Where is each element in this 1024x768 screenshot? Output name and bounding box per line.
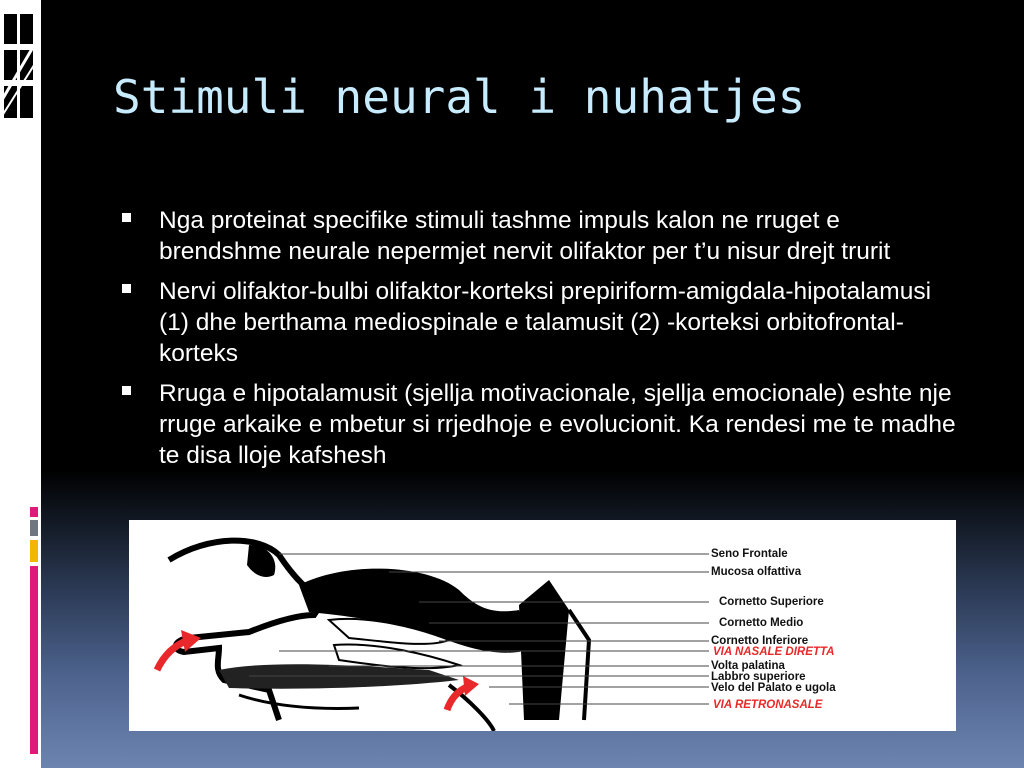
figure-label: Cornetto Medio bbox=[719, 617, 804, 629]
square-bullet-icon bbox=[122, 386, 131, 395]
bullet-item bbox=[122, 378, 962, 471]
nasal-anatomy-figure bbox=[129, 520, 956, 731]
bullet-text: Rruga e hipotalamusit (sjellja motivacionale, sjellja emocionale) eshte nje rruge arkaike e mbetur si rrjedhoje e evolucionit. Ka rendesi me te madhe te disa lloje kafshesh bbox=[159, 380, 956, 469]
bullet-item bbox=[122, 205, 962, 267]
figure-label: Labbro superiore bbox=[711, 671, 806, 683]
figure-label: Cornetto Superiore bbox=[719, 596, 824, 608]
figure-label-emphasis: VIA NASALE DIRETTA bbox=[713, 646, 835, 658]
accent-bar-yellow bbox=[30, 540, 38, 562]
window-pane-decor-icon bbox=[2, 12, 36, 122]
bullet-list bbox=[122, 205, 962, 480]
figure-label: Volta palatina bbox=[711, 660, 785, 672]
left-decor-strip bbox=[0, 0, 41, 768]
bullet-text: Nervi olifaktor-bulbi olifaktor-korteksi prepiriform-amigdala-hipotalamusi (1) dhe berthama mediospinale e talamusit (2) -korteksi orbitofrontal-korteks bbox=[159, 278, 932, 367]
bullet-text: Nga proteinat specifike stimuli tashme impuls kalon ne rruget e brendshme neurale nepermjet nervit olifaktor per t’u nisur drejt trurit bbox=[159, 207, 891, 265]
accent-bar-gray bbox=[30, 520, 38, 536]
slide-title: Stimuli neural i nuhatjes bbox=[113, 70, 806, 124]
accent-bar-pink bbox=[30, 566, 38, 754]
accent-bar-pink-small bbox=[30, 507, 38, 517]
nasal-cavity-illustration bbox=[129, 520, 956, 731]
figure-label-emphasis: VIA RETRONASALE bbox=[713, 699, 823, 711]
figure-label: Seno Frontale bbox=[711, 548, 788, 560]
square-bullet-icon bbox=[122, 284, 131, 293]
figure-label: Cornetto Inferiore bbox=[711, 635, 809, 647]
bullet-item bbox=[122, 276, 962, 369]
figure-label: Mucosa olfattiva bbox=[711, 566, 802, 578]
figure-label: Velo del Palato e ugola bbox=[711, 682, 836, 694]
square-bullet-icon bbox=[122, 213, 131, 222]
